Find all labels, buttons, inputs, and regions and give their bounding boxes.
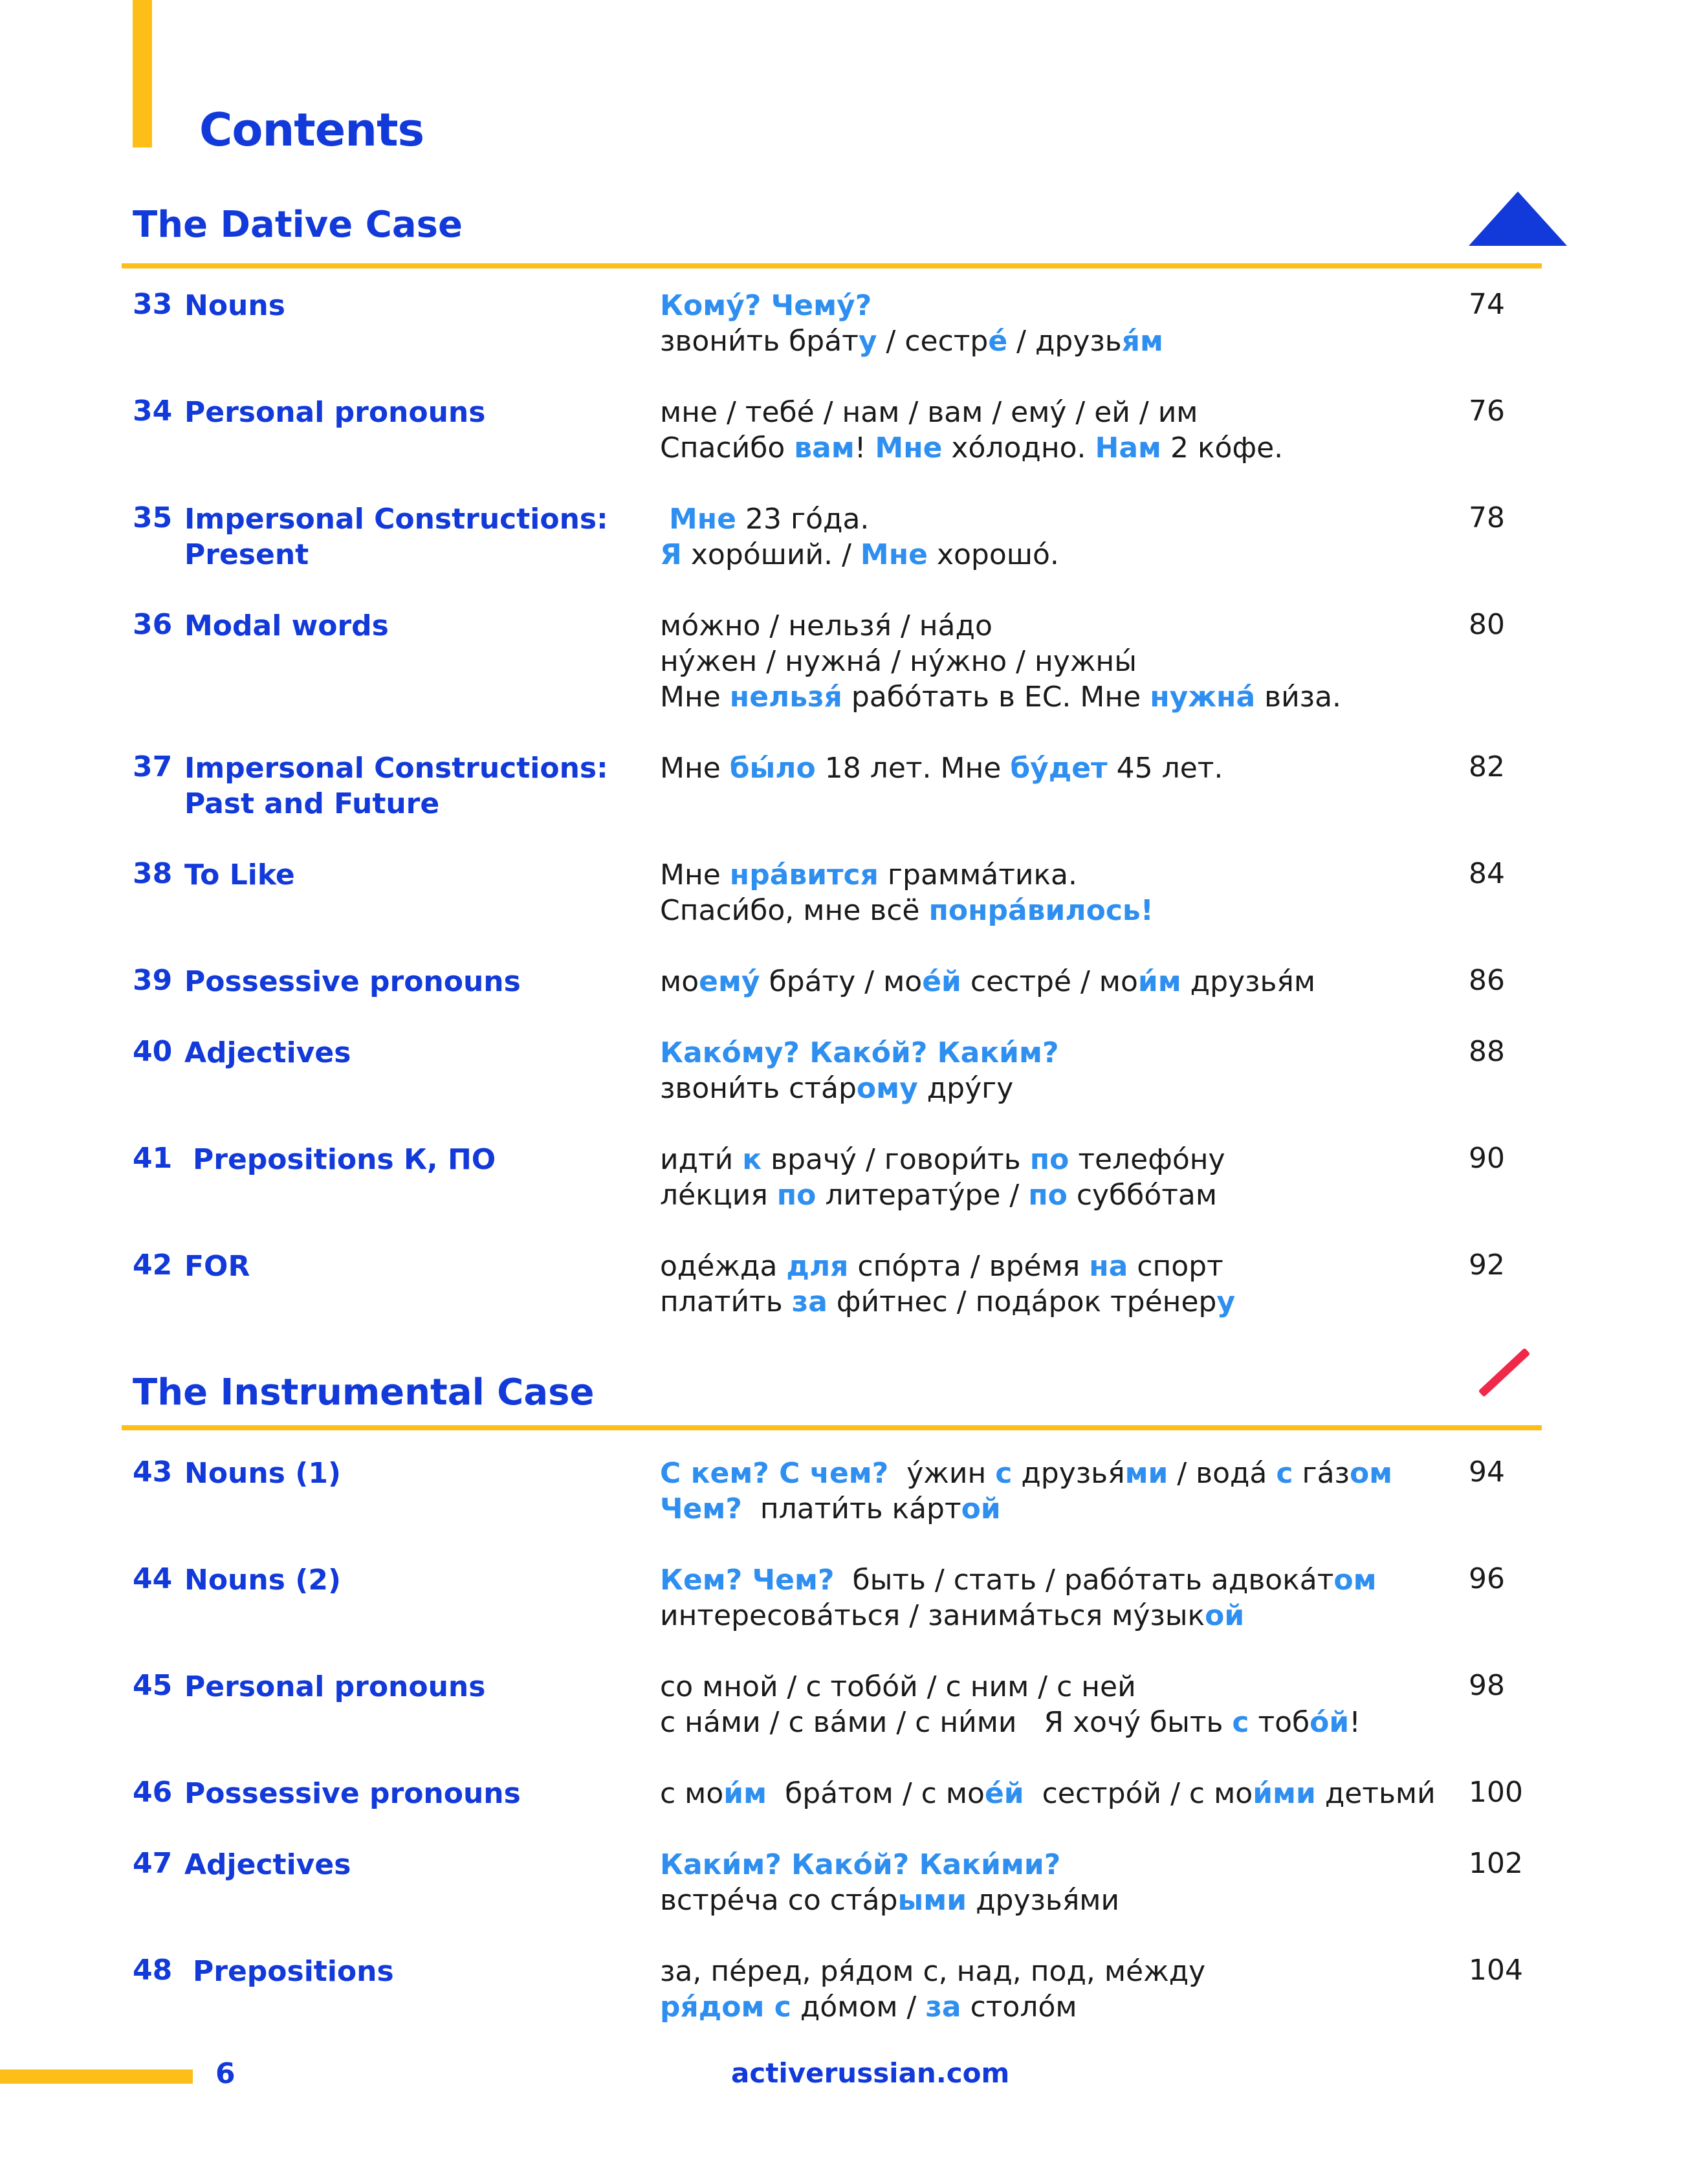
entry-page-number: 102 bbox=[1469, 1847, 1523, 1880]
highlighted-ending: Мне bbox=[860, 538, 928, 571]
entry-examples bbox=[660, 964, 1315, 999]
highlighted-ending: е́й bbox=[984, 1777, 1024, 1810]
example-text: интересова́ться / занима́ться му́зык bbox=[660, 1599, 1205, 1632]
highlighted-ending: по bbox=[776, 1179, 817, 1212]
example-text: / сестр bbox=[877, 325, 989, 358]
entry-page-number: 92 bbox=[1469, 1249, 1505, 1282]
highlighted-ending: бу́дет bbox=[1010, 752, 1108, 785]
entry-topic-line: Nouns (1) bbox=[184, 1457, 342, 1490]
highlighted-ending: нужна́ bbox=[1150, 681, 1256, 714]
example-text: звони́ть ста́р bbox=[660, 1072, 857, 1105]
highlighted-ending: с bbox=[1276, 1457, 1293, 1490]
example-text: грамма́тика. bbox=[878, 858, 1078, 891]
highlighted-ending: ом bbox=[1349, 1457, 1393, 1490]
example-text: столо́м bbox=[961, 1991, 1077, 2024]
entry-number: 44 bbox=[133, 1562, 173, 1595]
example-line bbox=[660, 1562, 1377, 1598]
highlighted-ending: по bbox=[1029, 1143, 1069, 1176]
example-text: бра́том / с мо bbox=[767, 1777, 985, 1810]
highlighted-ending: о́й bbox=[1310, 1706, 1350, 1739]
entry-examples bbox=[660, 608, 1341, 715]
entry-topic-line: Past and Future bbox=[184, 787, 440, 820]
entry-number: 37 bbox=[133, 750, 173, 783]
highlighted-ending: Кому́? Чему́? bbox=[660, 289, 872, 322]
example-text: за, пе́ред, ря́дом с, над, под, ме́жду bbox=[660, 1955, 1206, 1988]
entry-page-number: 98 bbox=[1469, 1669, 1505, 1702]
entry-page-number: 94 bbox=[1469, 1456, 1505, 1489]
entry-topic bbox=[184, 1249, 250, 1284]
highlighted-ending: я́м bbox=[1121, 325, 1163, 358]
example-text: дру́гу bbox=[917, 1072, 1014, 1105]
highlighted-ending: ыми bbox=[897, 1884, 967, 1917]
highlighted-ending: понра́вилось! bbox=[928, 894, 1154, 927]
example-line bbox=[660, 430, 1283, 466]
example-text: детьми́ bbox=[1315, 1777, 1436, 1810]
example-text: встре́ча со ста́р bbox=[660, 1884, 898, 1917]
example-line bbox=[660, 1249, 1235, 1284]
entry-page-number: 104 bbox=[1469, 1954, 1523, 1987]
entry-topic bbox=[184, 857, 295, 893]
entry-topic-line: To Like bbox=[184, 858, 295, 891]
example-text: друзья́ми bbox=[967, 1884, 1120, 1917]
entry-number: 43 bbox=[133, 1456, 173, 1489]
example-text: сестре́ / мо bbox=[961, 965, 1138, 998]
example-text: друзья́м bbox=[1181, 965, 1316, 998]
example-text: бра́ту / мо bbox=[760, 965, 923, 998]
section-title-instrumental: The Instrumental Case bbox=[133, 1371, 595, 1414]
highlighted-ending: и́ми bbox=[1253, 1777, 1316, 1810]
page-number: 6 bbox=[215, 2057, 236, 2090]
entry-topic bbox=[193, 1142, 496, 1177]
example-line bbox=[660, 1847, 1119, 1883]
example-text: звони́ть бра́т bbox=[660, 325, 859, 358]
example-line bbox=[660, 1954, 1205, 1989]
entry-topic-line: Nouns (2) bbox=[184, 1564, 342, 1597]
example-line bbox=[660, 501, 1059, 537]
example-text: 23 го́да. bbox=[736, 503, 870, 536]
highlighted-ending: ой bbox=[1205, 1599, 1245, 1632]
example-text: врачу́ / говори́ть bbox=[762, 1143, 1030, 1176]
example-text: рабо́тать в ЕС. Мне bbox=[842, 681, 1150, 714]
example-line bbox=[660, 1071, 1059, 1106]
entry-examples bbox=[660, 1669, 1361, 1740]
entry-topic-line: FOR bbox=[184, 1250, 250, 1283]
example-line bbox=[660, 1035, 1059, 1071]
entry-number: 36 bbox=[133, 608, 173, 641]
example-text: оде́жда bbox=[660, 1250, 787, 1283]
example-text: телефо́ну bbox=[1069, 1143, 1225, 1176]
entry-page-number: 74 bbox=[1469, 288, 1505, 321]
entry-page-number: 100 bbox=[1469, 1776, 1523, 1809]
entry-page-number: 76 bbox=[1469, 395, 1505, 428]
highlighted-ending: е́ bbox=[988, 325, 1008, 358]
example-text: Мне bbox=[660, 681, 730, 714]
highlighted-ending: Нам bbox=[1095, 431, 1161, 464]
entry-examples bbox=[660, 501, 1059, 573]
section-title-dative: The Dative Case bbox=[133, 204, 463, 246]
example-line bbox=[660, 1491, 1392, 1527]
entry-examples bbox=[660, 1847, 1119, 1918]
example-text: ну́жен / нужна́ / ну́жно / нужны́ bbox=[660, 645, 1137, 678]
entry-topic-line: Adjectives bbox=[184, 1848, 351, 1881]
example-text: мо́жно / нельзя́ / на́до bbox=[660, 609, 992, 642]
entry-examples bbox=[660, 1954, 1205, 2025]
entry-examples bbox=[660, 1562, 1377, 1633]
entry-number: 46 bbox=[133, 1776, 173, 1809]
example-text: хоро́ший. / bbox=[681, 538, 860, 571]
example-line bbox=[660, 1456, 1392, 1491]
example-text: Мне bbox=[660, 858, 730, 891]
entry-topic bbox=[184, 1456, 341, 1491]
entry-topic bbox=[193, 1954, 394, 1989]
entry-topic bbox=[184, 1776, 521, 1811]
example-line bbox=[660, 1669, 1361, 1705]
entry-topic-line: Personal pronouns bbox=[184, 1670, 486, 1703]
section-divider bbox=[122, 263, 1542, 268]
example-text: 2 ко́фе. bbox=[1161, 431, 1284, 464]
entry-examples bbox=[660, 1249, 1235, 1320]
example-line bbox=[660, 1705, 1361, 1740]
entry-number: 33 bbox=[133, 288, 173, 321]
example-line bbox=[660, 644, 1341, 679]
highlighted-ending: бы́ло bbox=[729, 752, 816, 785]
highlighted-ending: Мне bbox=[875, 431, 943, 464]
example-line bbox=[660, 964, 1315, 999]
entry-page-number: 80 bbox=[1469, 608, 1505, 641]
footer-accent-bar bbox=[0, 2069, 193, 2084]
entry-number: 34 bbox=[133, 395, 173, 428]
example-line bbox=[660, 1598, 1377, 1633]
highlighted-ending: на bbox=[1089, 1250, 1128, 1283]
entry-page-number: 86 bbox=[1469, 964, 1505, 997]
example-line bbox=[660, 1776, 1436, 1811]
example-text: мне / тебе́ / нам / вам / ему́ / ей / им bbox=[660, 396, 1198, 429]
highlighted-ending: С кем? С чем? bbox=[660, 1457, 889, 1490]
highlighted-ending: с bbox=[995, 1457, 1013, 1490]
highlighted-ending: Кем? Чем? bbox=[660, 1564, 835, 1597]
example-line bbox=[660, 1989, 1205, 2025]
entry-topic-line: Prepositions bbox=[193, 1955, 394, 1988]
entry-topic bbox=[184, 1562, 341, 1598]
entry-topic bbox=[184, 1035, 351, 1071]
example-line bbox=[660, 750, 1223, 786]
highlighted-ending: ря́дом с bbox=[660, 1991, 791, 2024]
example-text: хорошо́. bbox=[927, 538, 1059, 571]
example-line bbox=[660, 608, 1341, 644]
blue-triangle-icon bbox=[1469, 191, 1567, 246]
highlighted-ending: у bbox=[1216, 1285, 1236, 1318]
entry-topic bbox=[184, 608, 389, 644]
highlighted-ending: ему́ bbox=[699, 965, 760, 998]
entry-topic-line: Modal words bbox=[184, 609, 389, 642]
example-text: Спаси́бо bbox=[660, 431, 795, 464]
highlighted-ending: Каки́м? Како́й? Каки́ми? bbox=[660, 1848, 1061, 1881]
highlighted-ending: с bbox=[1232, 1706, 1249, 1739]
example-text: Мне bbox=[660, 752, 730, 785]
example-line bbox=[660, 395, 1283, 430]
highlighted-ending: по bbox=[1028, 1179, 1068, 1212]
highlighted-ending: ому bbox=[856, 1072, 918, 1105]
highlighted-ending: ом bbox=[1333, 1564, 1377, 1597]
example-line bbox=[660, 1883, 1119, 1918]
highlighted-ending: Како́му? Како́й? Каки́м? bbox=[660, 1036, 1059, 1069]
example-text: / вода́ bbox=[1168, 1457, 1277, 1490]
highlighted-ending: и́м bbox=[1137, 965, 1181, 998]
highlighted-ending: за bbox=[791, 1285, 828, 1318]
section-divider bbox=[122, 1425, 1542, 1430]
example-text: идти́ bbox=[660, 1143, 743, 1176]
example-line bbox=[660, 1284, 1235, 1320]
highlighted-ending: и́м bbox=[723, 1777, 767, 1810]
example-text: плати́ть bbox=[660, 1285, 792, 1318]
entry-topic-line: Impersonal Constructions: bbox=[184, 503, 608, 536]
example-text: спо́рта / вре́мя bbox=[848, 1250, 1090, 1283]
example-text: быть / стать / рабо́тать адвока́т bbox=[834, 1564, 1334, 1597]
highlighted-ending: за bbox=[925, 1991, 961, 2024]
highlighted-ending: Мне bbox=[669, 503, 737, 536]
example-text: ви́за. bbox=[1255, 681, 1342, 714]
entry-number: 47 bbox=[133, 1847, 173, 1880]
example-text: Спаси́бо, мне всё bbox=[660, 894, 929, 927]
entry-topic bbox=[184, 1669, 485, 1705]
highlighted-ending: у bbox=[858, 325, 877, 358]
example-line bbox=[660, 857, 1154, 893]
example-line bbox=[660, 1177, 1225, 1213]
highlighted-ending: Я bbox=[660, 538, 682, 571]
example-line bbox=[660, 679, 1341, 715]
entry-page-number: 96 bbox=[1469, 1562, 1505, 1595]
example-text: сестро́й / с мо bbox=[1024, 1777, 1253, 1810]
entry-page-number: 82 bbox=[1469, 750, 1505, 783]
entry-number: 35 bbox=[133, 501, 173, 534]
example-text: плати́ть ка́рт bbox=[741, 1492, 961, 1525]
entry-topic bbox=[184, 395, 485, 430]
example-text: 18 лет. Мне bbox=[815, 752, 1011, 785]
example-text: с на́ми / с ва́ми / с ни́ми Я хочу́ быть bbox=[660, 1706, 1233, 1739]
example-text: ле́кция bbox=[660, 1179, 777, 1212]
highlighted-ending: вам bbox=[794, 431, 855, 464]
entry-topic bbox=[184, 288, 285, 323]
highlighted-ending: нра́вится bbox=[729, 858, 879, 891]
entry-topic-line: Impersonal Constructions: bbox=[184, 752, 608, 785]
example-text: мо bbox=[660, 965, 699, 998]
example-line bbox=[660, 323, 1163, 359]
highlighted-ending: нельзя́ bbox=[729, 681, 842, 714]
entry-number: 39 bbox=[133, 964, 173, 997]
entry-topic-line: Adjectives bbox=[184, 1036, 351, 1069]
example-text: фи́тнес / пода́рок тре́нер bbox=[827, 1285, 1217, 1318]
entry-number: 41 bbox=[133, 1142, 173, 1175]
example-text: суббо́там bbox=[1067, 1179, 1218, 1212]
example-text: ! bbox=[1349, 1706, 1361, 1739]
entry-examples bbox=[660, 857, 1154, 928]
highlighted-ending: для bbox=[786, 1250, 849, 1283]
example-text: у́жин bbox=[888, 1457, 996, 1490]
example-text: га́з bbox=[1293, 1457, 1350, 1490]
example-text: тоб bbox=[1249, 1706, 1310, 1739]
example-line bbox=[660, 1142, 1225, 1177]
site-link[interactable]: activerussian.com bbox=[731, 2057, 1010, 2089]
entry-number: 45 bbox=[133, 1669, 173, 1702]
entry-number: 38 bbox=[133, 857, 173, 890]
example-text: до́мом / bbox=[791, 1991, 926, 2024]
example-text: хо́лодно. bbox=[942, 431, 1095, 464]
example-text bbox=[660, 503, 669, 536]
entry-topic-line: Prepositions К, ПО bbox=[193, 1143, 496, 1176]
entry-page-number: 90 bbox=[1469, 1142, 1505, 1175]
example-line bbox=[660, 893, 1154, 928]
entry-topic-line: Possessive pronouns bbox=[184, 965, 521, 998]
entry-examples bbox=[660, 395, 1283, 466]
entry-page-number: 84 bbox=[1469, 857, 1505, 890]
entry-topic-line: Personal pronouns bbox=[184, 396, 486, 429]
entry-examples bbox=[660, 288, 1163, 359]
entry-topic bbox=[184, 964, 521, 999]
entry-topic-line: Nouns bbox=[184, 289, 285, 322]
entry-examples bbox=[660, 1456, 1392, 1527]
example-text: друзья́ bbox=[1012, 1457, 1125, 1490]
entry-page-number: 78 bbox=[1469, 501, 1505, 534]
entry-examples bbox=[660, 1142, 1225, 1213]
highlighted-ending: Чем? bbox=[660, 1492, 742, 1525]
red-slash-icon bbox=[1478, 1348, 1531, 1397]
example-text: литерату́ре / bbox=[816, 1179, 1029, 1212]
entry-examples bbox=[660, 1776, 1436, 1811]
example-line bbox=[660, 288, 1163, 323]
highlighted-ending: ми bbox=[1124, 1457, 1168, 1490]
entry-number: 48 bbox=[133, 1954, 173, 1987]
highlighted-ending: е́й bbox=[922, 965, 961, 998]
example-text: ! bbox=[854, 431, 875, 464]
example-text: / друзь bbox=[1007, 325, 1122, 358]
example-text: со мной / с тобо́й / с ним / с ней bbox=[660, 1670, 1136, 1703]
entry-examples bbox=[660, 1035, 1059, 1106]
entry-page-number: 88 bbox=[1469, 1035, 1505, 1068]
entry-number: 42 bbox=[133, 1249, 173, 1282]
entry-topic-line: Present bbox=[184, 538, 309, 571]
example-line bbox=[660, 537, 1059, 573]
entry-topic bbox=[184, 750, 608, 822]
highlighted-ending: ой bbox=[961, 1492, 1001, 1525]
highlighted-ending: к bbox=[742, 1143, 762, 1176]
page-title: Contents bbox=[199, 104, 424, 157]
entry-topic-line: Possessive pronouns bbox=[184, 1777, 521, 1810]
example-text: спорт bbox=[1128, 1250, 1223, 1283]
entry-number: 40 bbox=[133, 1035, 173, 1068]
entry-topic bbox=[184, 501, 608, 573]
header-accent-bar bbox=[133, 0, 152, 147]
entry-topic bbox=[184, 1847, 351, 1883]
example-text: 45 лет. bbox=[1107, 752, 1223, 785]
entry-examples bbox=[660, 750, 1223, 786]
example-text: с мо bbox=[660, 1777, 724, 1810]
